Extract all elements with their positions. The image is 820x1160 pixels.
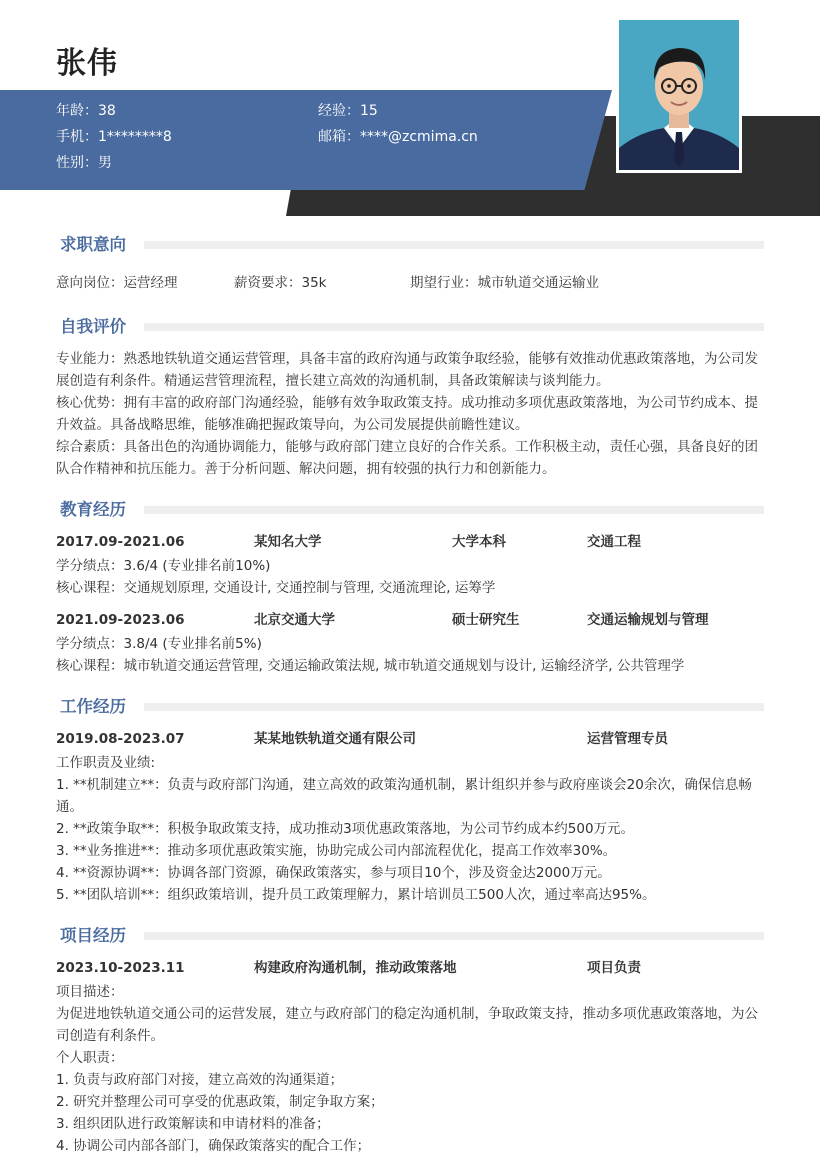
intent-industry: 期望行业：城市轨道交通运输业 [410, 275, 599, 291]
avatar-illustration [619, 20, 739, 170]
section-intent [58, 234, 764, 256]
work-intro: 工作职责及业绩: [56, 755, 156, 771]
edu-period: 2017.09-2021.06 [56, 534, 185, 550]
project-row [56, 957, 766, 979]
edu-major: 交通工程 [587, 534, 641, 550]
project-period: 2023.10-2023.11 [56, 960, 185, 976]
experience: 经验：15 [318, 103, 378, 119]
project-role: 项目负责 [587, 960, 641, 976]
project-duty-label: 个人职责： [56, 1050, 124, 1066]
project-name: 构建政府沟通机制，推动政策落地 [254, 960, 457, 976]
project-duty: 2. 研究并整理公司可享受的优惠政策，制定争取方案； [56, 1094, 384, 1110]
intent-position: 意向岗位：运营经理 [56, 275, 178, 291]
project-description: 为促进地铁轨道交通公司的运营发展，建立与政府部门的稳定沟通机制，争取政策支持，推动多项优惠政策落地，为公司创造有利条件。 [56, 1006, 758, 1044]
edu-courses: 核心课程：城市轨道交通运营管理, 交通运输政策法规, 城市轨道交通规划与设计, 运输经济学, 公共管理学 [56, 658, 685, 674]
project-duty: 1. 负责与政府部门对接，建立高效的沟通渠道； [56, 1072, 344, 1088]
education-row [56, 609, 766, 631]
section-title: 项目经历 [60, 925, 136, 947]
self-eval-paragraph: 专业能力：熟悉地铁轨道交通运营管理，具备丰富的政府沟通与政策争取经验，能够有效推动优惠政策落地，为公司发展创造有利条件。精通运营管理流程，擅长建立高效的沟通机制，具备政策解读与谈判能力。 [56, 351, 758, 389]
edu-degree: 硕士研究生 [452, 612, 520, 628]
section-education [58, 499, 764, 521]
section-self-evaluation [58, 316, 764, 338]
section-title: 工作经历 [60, 696, 136, 718]
project-duty: 4. 协调公司内部各部门，确保政策落实的配合工作； [56, 1138, 371, 1154]
edu-school: 某知名大学 [254, 534, 322, 550]
edu-period: 2021.09-2023.06 [56, 612, 185, 628]
section-title: 求职意向 [60, 234, 136, 256]
section-title: 教育经历 [60, 499, 136, 521]
phone: 手机：1********8 [56, 129, 172, 145]
work-item: 1. **机制建立**：负责与政府部门沟通，建立高效的政策沟通机制，累计组织并参与政府座谈会20余次，确保信息畅通。 [56, 777, 752, 815]
education-row [56, 531, 766, 553]
edu-gpa: 学分绩点：3.6/4 (专业排名前10%) [56, 558, 271, 574]
edu-degree: 大学本科 [452, 534, 506, 550]
edu-major: 交通运输规划与管理 [587, 612, 709, 628]
edu-school: 北京交通大学 [254, 612, 335, 628]
email: 邮箱：****@zcmima.cn [318, 129, 478, 145]
section-work [58, 696, 764, 718]
work-title: 运营管理专员 [587, 731, 668, 747]
project-desc-label: 项目描述： [56, 984, 124, 1000]
edu-gpa: 学分绩点：3.8/4 (专业排名前5%) [56, 636, 262, 652]
self-eval-paragraph: 综合素质：具备出色的沟通协调能力，能够与政府部门建立良好的合作关系。工作积极主动，责任心强，具备良好的团队合作精神和抗压能力。善于分析问题、解决问题，拥有较强的执行力和创新能力。 [56, 439, 758, 477]
profile-photo [616, 17, 742, 173]
work-item: 2. **政策争取**：积极争取政策支持，成功推动3项优惠政策落地，为公司节约成本约500万元。 [56, 821, 635, 837]
gender: 性别：男 [56, 155, 112, 171]
work-item: 4. **资源协调**：协调各部门资源，确保政策落实，参与项目10个，涉及资金达2000万元。 [56, 865, 611, 881]
work-item: 3. **业务推进**：推动多项优惠政策实施，协助完成公司内部流程优化，提高工作效率30%。 [56, 843, 617, 859]
candidate-name: 张伟 [56, 46, 118, 81]
section-project [58, 925, 764, 947]
project-duty: 3. 组织团队进行政策解读和申请材料的准备； [56, 1116, 330, 1132]
self-eval-paragraph: 核心优势：拥有丰富的政府部门沟通经验，能够有效争取政策支持。成功推动多项优惠政策落地，为公司节约成本、提升效益。具备战略思维，能够准确把握政策导向，为公司发展提供前瞻性建议。 [56, 395, 758, 433]
section-title: 自我评价 [60, 316, 136, 338]
work-item: 5. **团队培训**：组织政策培训，提升员工政策理解力，累计培训员工500人次，通过率高达95%。 [56, 887, 656, 903]
edu-courses: 核心课程：交通规划原理, 交通设计, 交通控制与管理, 交通流理论, 运筹学 [56, 580, 496, 596]
work-row [56, 728, 766, 750]
work-company: 某某地铁轨道交通有限公司 [254, 731, 416, 747]
intent-salary: 薪资要求：35k [234, 275, 327, 291]
work-period: 2019.08-2023.07 [56, 731, 185, 747]
age: 年龄：38 [56, 103, 116, 119]
